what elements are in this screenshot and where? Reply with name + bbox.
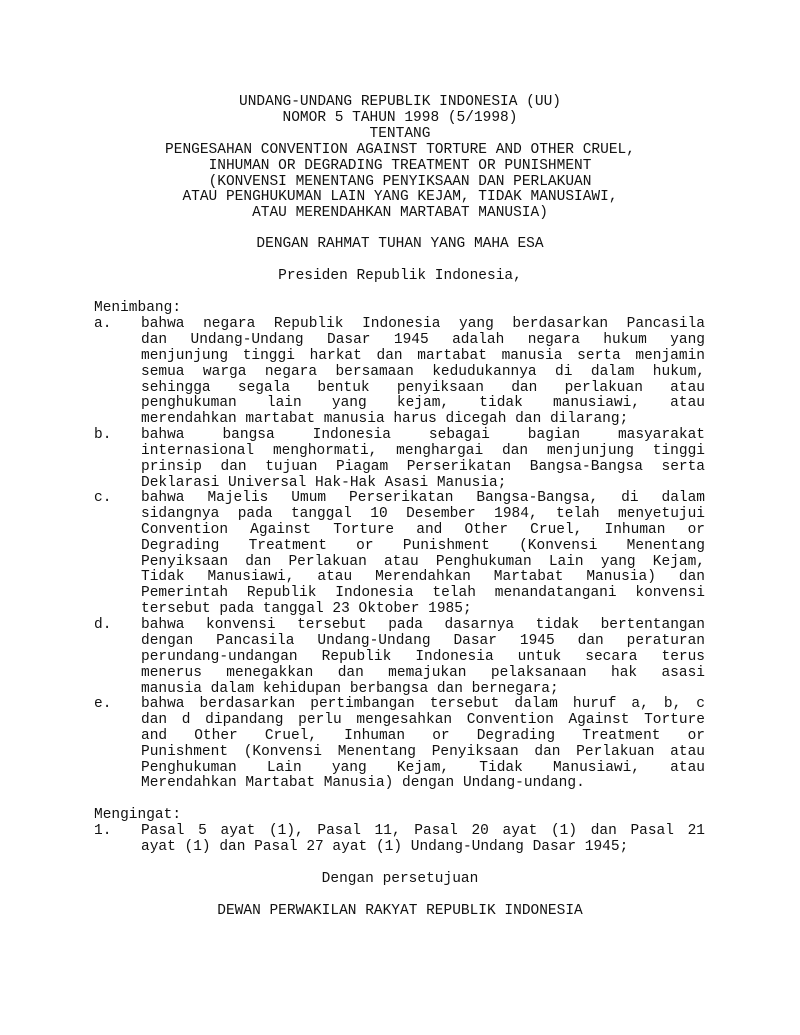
title-line: ATAU PENGHUKUMAN LAIN YANG KEJAM, TIDAK MANUSIAWI, xyxy=(182,189,618,206)
item-line: perundang-undangan Republik Indonesia untuk secara terus xyxy=(141,648,705,665)
menimbang-item-b xyxy=(94,428,706,492)
item-line: Punishment (Konvensi Menentang Penyiksaan dan Perlakuan atau xyxy=(141,743,705,760)
dewan-line xyxy=(0,904,800,920)
item-line: semua warga negara bersamaan kedudukannya di dalam hukum, xyxy=(141,363,705,380)
item-marker: a. xyxy=(94,316,112,332)
item-line: Pemerintah Republik Indonesia telah menandatangani konvensi xyxy=(141,585,705,602)
item-line: bahwa berdasarkan pertimbangan tersebut dalam huruf a, b, c xyxy=(141,696,705,712)
item-line: sehingga segala bentuk penyiksaan dan perlakuan atau xyxy=(141,379,705,396)
item-line: menjunjung tinggi harkat dan martabat manusia serta menjamin xyxy=(141,347,705,364)
menimbang-item-e xyxy=(94,697,706,792)
item-body xyxy=(141,618,705,697)
menimbang-item-a xyxy=(94,317,706,428)
menimbang-item-d xyxy=(94,618,706,697)
title-line: TENTANG xyxy=(369,125,431,142)
dewan-text: DEWAN PERWAKILAN RAKYAT REPUBLIK INDONESIA xyxy=(217,903,583,919)
title-line: UNDANG-UNDANG REPUBLIK INDONESIA (UU) xyxy=(239,94,561,110)
item-body xyxy=(141,697,705,792)
item-marker: b. xyxy=(94,427,112,443)
item-line: dengan Pancasila Undang-Undang Dasar 1945 dan peraturan xyxy=(141,632,705,649)
menimbang-heading: Menimbang: xyxy=(94,300,182,316)
item-line: bahwa negara Republik Indonesia yang berdasarkan Pancasila xyxy=(141,316,705,332)
item-line: Tidak Manusiawi, atau Merendahkan Martabat Manusia) dan xyxy=(141,569,705,586)
title-line: ATAU MERENDAHKAN MARTABAT MANUSIA) xyxy=(252,205,548,222)
persetujuan-text: Dengan persetujuan xyxy=(321,871,479,887)
title-line: (KONVENSI MENENTANG PENYIKSAAN DAN PERLAKUAN xyxy=(208,173,592,190)
item-line: internasional menghormati, menghargai dan menjunjung tinggi xyxy=(141,442,705,459)
presiden-text: Presiden Republik Indonesia, xyxy=(278,268,522,284)
mengingat-item-1 xyxy=(94,824,706,856)
rahmat-text: DENGAN RAHMAT TUHAN YANG MAHA ESA xyxy=(256,236,544,252)
item-line: and Other Cruel, Inhuman or Degrading Treatment or xyxy=(141,727,705,744)
item-line: Pasal 5 ayat (1), Pasal 11, Pasal 20 ayat (1) dan Pasal 21 xyxy=(141,823,705,839)
item-marker: c. xyxy=(94,490,112,506)
item-line: Convention Against Torture and Other Cruel, Inhuman or xyxy=(141,521,705,538)
item-line: prinsip dan tujuan Piagam Perserikatan Bangsa-Bangsa serta xyxy=(141,458,705,475)
item-marker: e. xyxy=(94,696,112,712)
item-line: manusia dalam kehidupan berbangsa dan bernegara; xyxy=(141,680,559,697)
item-body xyxy=(141,428,705,492)
title-line: INHUMAN OR DEGRADING TREATMENT OR PUNISHMENT xyxy=(208,157,592,174)
persetujuan-line xyxy=(0,872,800,888)
item-line: bahwa konvensi tersebut pada dasarnya tidak bertentangan xyxy=(141,617,705,633)
item-line: dan Undang-Undang Dasar 1945 adalah negara hukum yang xyxy=(141,331,705,348)
item-body xyxy=(141,317,705,428)
item-marker: d. xyxy=(94,617,112,633)
rahmat-line xyxy=(0,237,800,253)
item-line: Penghukuman Lain yang Kejam, Tidak Manusiawi, atau xyxy=(141,759,705,776)
item-line: bahwa Majelis Umum Perserikatan Bangsa-Bangsa, di dalam xyxy=(141,490,705,506)
item-line: tersebut pada tanggal 23 Oktober 1985; xyxy=(141,601,472,618)
item-line: Penyiksaan dan Perlakuan atau Penghukuman Lain yang Kejam, xyxy=(141,553,705,570)
item-line: dan d dipandang perlu mengesahkan Convention Against Torture xyxy=(141,711,705,728)
item-line: sidangnya pada tanggal 10 Desember 1984, telah menyetujui xyxy=(141,505,705,522)
mengingat-heading: Mengingat: xyxy=(94,807,182,823)
item-body xyxy=(141,491,705,618)
item-line: Degrading Treatment or Punishment (Konvensi Menentang xyxy=(141,537,705,554)
item-body xyxy=(141,824,705,856)
item-line: penghukuman lain yang kejam, tidak manusiawi, atau xyxy=(141,395,705,412)
document-title xyxy=(0,95,800,222)
item-line: merendahkan martabat manusia harus dicegah dan dilarang; xyxy=(141,411,629,428)
title-line: NOMOR 5 TAHUN 1998 (5/1998) xyxy=(282,109,518,126)
item-line: ayat (1) dan Pasal 27 ayat (1) Undang-Undang Dasar 1945; xyxy=(141,838,629,855)
item-line: Deklarasi Universal Hak-Hak Asasi Manusia; xyxy=(141,474,507,491)
presiden-line xyxy=(0,269,800,285)
title-line: PENGESAHAN CONVENTION AGAINST TORTURE AND OTHER CRUEL, xyxy=(165,141,635,158)
item-marker: 1. xyxy=(94,823,112,839)
item-line: menerus menegakkan dan memajukan pelaksanaan hak asasi xyxy=(141,664,705,681)
item-line: Merendahkan Martabat Manusia) dengan Undang-undang. xyxy=(141,775,585,792)
item-line: bahwa bangsa Indonesia sebagai bagian masyarakat xyxy=(141,427,705,443)
menimbang-item-c xyxy=(94,491,706,618)
